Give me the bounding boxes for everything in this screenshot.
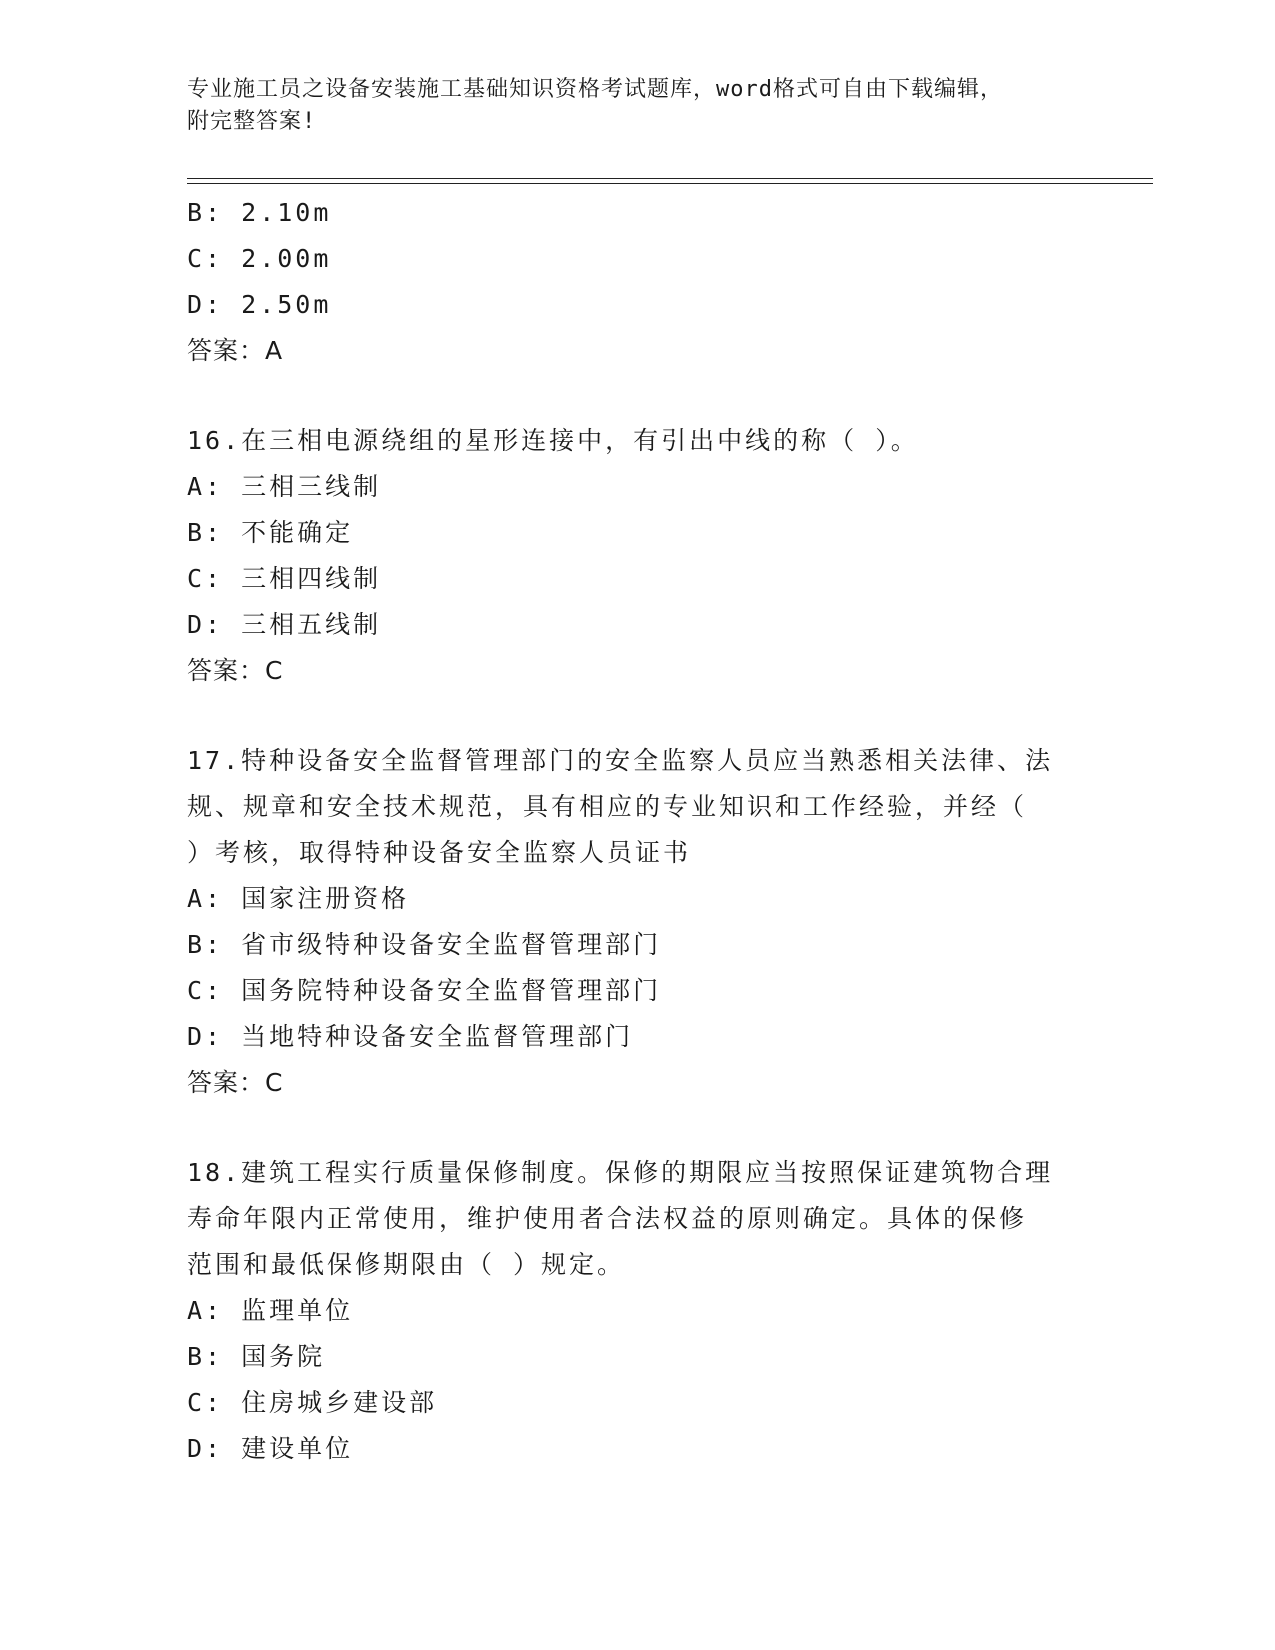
question-list	[187, 190, 1087, 1472]
previous-question-tail	[187, 190, 1087, 374]
option-b: B: 省市级特种设备安全监督管理部门	[187, 930, 662, 959]
answer-line: 答案：C	[187, 1068, 284, 1097]
answer-line: 答案：A	[187, 336, 284, 365]
answer-line: 答案：C	[187, 656, 284, 685]
header-divider-top	[187, 178, 1153, 179]
question-16	[187, 418, 1087, 694]
question-text	[187, 1150, 1087, 1288]
question-text	[187, 738, 1087, 876]
option-d: D: 当地特种设备安全监督管理部门	[187, 1022, 634, 1051]
option-d: D: 三相五线制	[187, 610, 382, 639]
header-line-2: 附完整答案!	[187, 109, 317, 134]
header-divider-bottom	[187, 183, 1153, 184]
option-c: C: 国务院特种设备安全监督管理部门	[187, 976, 662, 1005]
question-text-line: 16.在三相电源绕组的星形连接中，有引出中线的称（ ）。	[187, 426, 919, 455]
question-text-line: 寿命年限内正常使用，维护使用者合法权益的原则确定。具体的保修	[187, 1204, 1028, 1233]
option-d: D: 2.50m	[187, 290, 332, 319]
option-c: C: 三相四线制	[187, 564, 382, 593]
option-c: C: 住房城乡建设部	[187, 1388, 438, 1417]
option-a: A: 国家注册资格	[187, 884, 410, 913]
document-header	[187, 74, 1087, 138]
question-text	[187, 418, 1087, 464]
question-17	[187, 738, 1087, 1106]
question-text-line: 17.特种设备安全监督管理部门的安全监察人员应当熟悉相关法律、法	[187, 746, 1054, 775]
option-b: B: 不能确定	[187, 518, 354, 547]
option-a: A: 监理单位	[187, 1296, 354, 1325]
question-text-line: 规、规章和安全技术规范，具有相应的专业知识和工作经验，并经（	[187, 792, 1028, 821]
option-c: C: 2.00m	[187, 244, 332, 273]
question-text-line: ）考核，取得特种设备安全监察人员证书	[187, 838, 692, 867]
option-d: D: 建设单位	[187, 1434, 354, 1463]
option-a: A: 三相三线制	[187, 472, 382, 501]
question-text-line: 范围和最低保修期限由（ ）规定。	[187, 1250, 626, 1279]
question-text-line: 18.建筑工程实行质量保修制度。保修的期限应当按照保证建筑物合理	[187, 1158, 1054, 1187]
option-b: B: 国务院	[187, 1342, 326, 1371]
option-b: B: 2.10m	[187, 198, 332, 227]
question-18	[187, 1150, 1087, 1472]
header-line-1: 专业施工员之设备安装施工基础知识资格考试题库，word格式可自由下载编辑，	[187, 77, 1003, 102]
